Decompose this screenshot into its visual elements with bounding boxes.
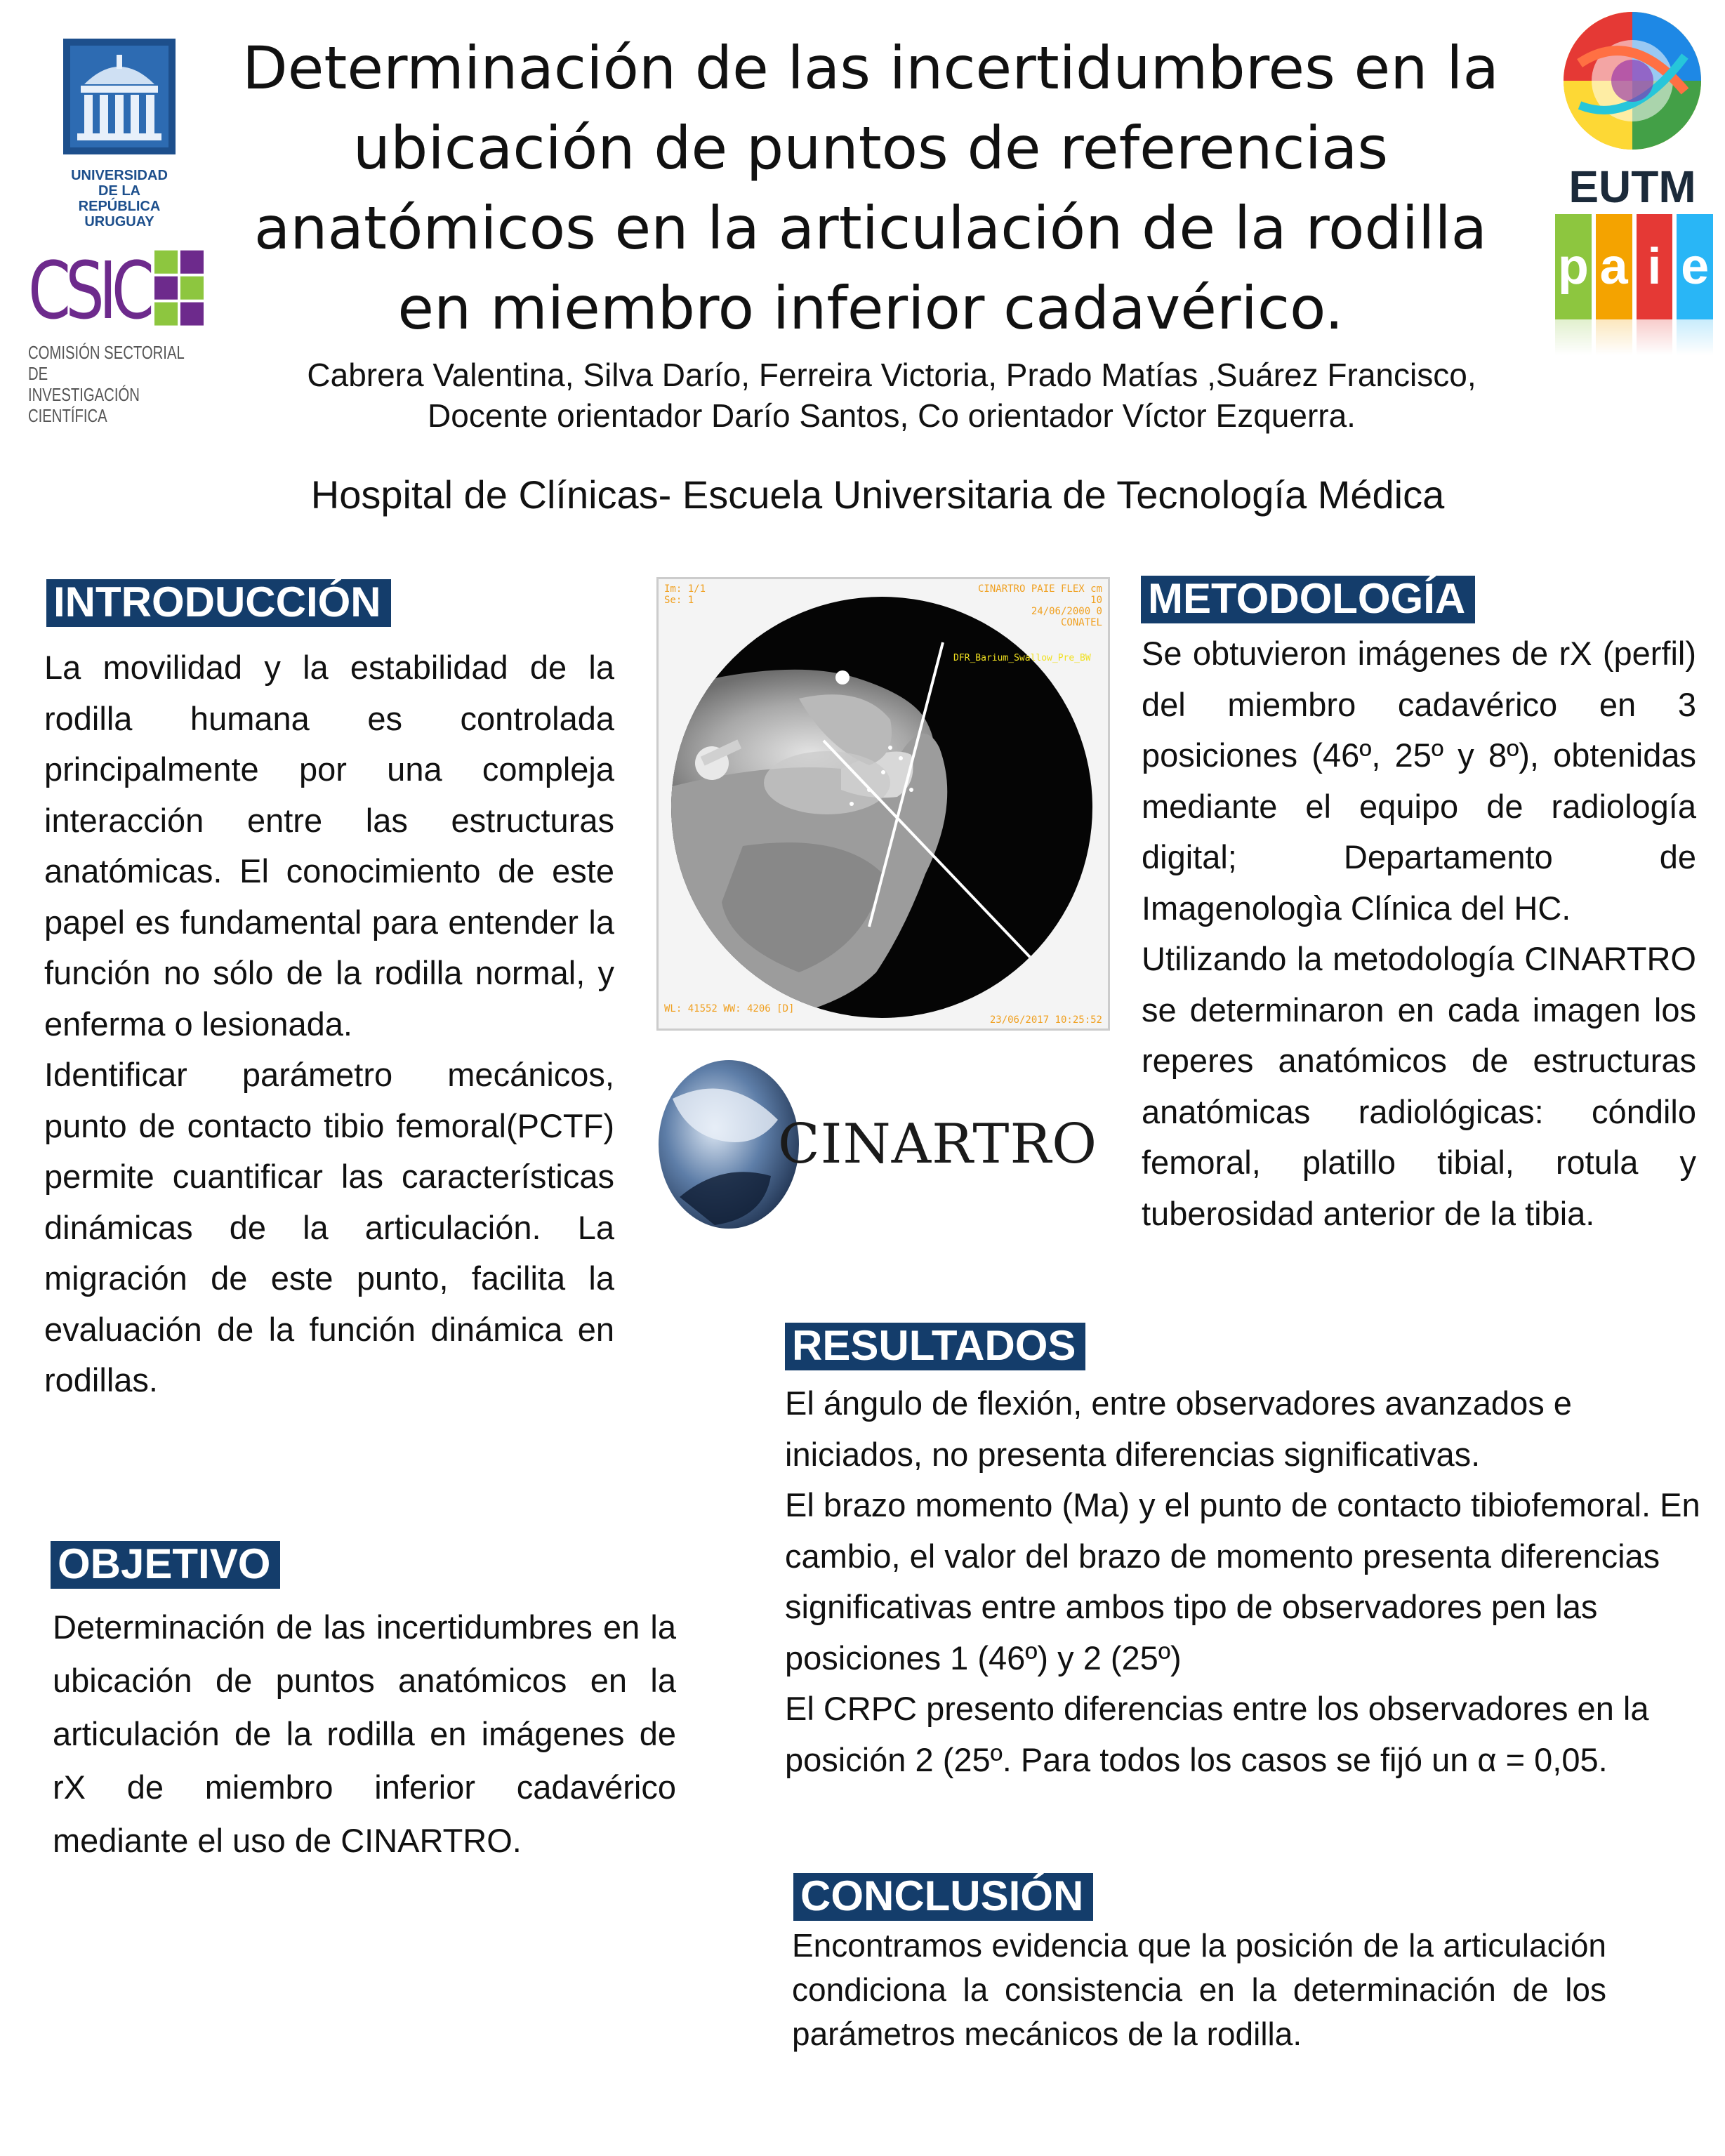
authors-line1: Cabrera Valentina, Silva Darío, Ferreira Victoria, Prado Matías ,Suárez Francisco, — [307, 357, 1476, 393]
poster-title: Determinación de las incertidumbres en la ubicación de puntos de referencias anatómicos en la articulación de la rodilla en miembro inferior cadavérico. — [242, 34, 1499, 343]
xray-top-right-1: CINARTRO PAIE FLEX cm — [977, 583, 1102, 595]
csic-line2: INVESTIGACIÓN CIENTÍFICA — [28, 384, 140, 426]
objetivo-heading: OBJETIVO — [51, 1541, 280, 1589]
udelar-line3: URUGUAY — [84, 214, 154, 230]
xray-top-left-1: Im: 1/1 — [664, 583, 706, 595]
cinartro-name: CINARTRO — [778, 1113, 1098, 1176]
paie-block-e — [1677, 214, 1713, 319]
udelar-logo — [56, 35, 183, 230]
csic-logo — [28, 242, 204, 426]
paie-block-i — [1637, 214, 1673, 319]
authors — [204, 355, 1580, 436]
eutm-globe-icon — [1552, 7, 1713, 154]
paie-letter-e: e — [1681, 239, 1710, 295]
conclusion-heading: CONCLUSIÓN — [793, 1873, 1093, 1921]
paie-reflection — [1555, 319, 1713, 355]
xray-bottom-left: WL: 41552 WW: 4206 [D] — [664, 1003, 795, 1014]
resultados-p3: El CRPC presento diferencias entre los observadores en la posición 2 (25º. Para todos los casos se fijó un α = 0,05. — [785, 1690, 1649, 1778]
metodologia-body — [1142, 628, 1696, 1239]
metodologia-p1: Se obtuvieron imágenes de rX (perfil) del miembro cadavérico en 3 posiciones (46º, 25º y 8º), obtenidas mediante el equipo de radiología digital; Departamento de Imagenologìa Clínica del HC. — [1142, 635, 1696, 927]
udelar-line2: DE LA REPÚBLICA — [78, 183, 161, 214]
introduccion-p1: La movilidad y la estabilidad de la rodilla humana es controlada principalmente por una compleja interacción entre las estructuras anatómicas. El conocimiento de este papel es fundamental para entender la función no sólo de la rodilla normal, y enferma o lesionada. — [44, 649, 614, 1043]
paie-letter-p: p — [1557, 239, 1589, 295]
objetivo-body — [53, 1601, 676, 1867]
resultados-p2: El brazo momento (Ma) y el punto de contacto tibiofemoral. En cambio, el valor del brazo de momento presenta diferencias significativas entre ambos tipo de observadores pen las posiciones 1 (46º) y 2 (25º) — [785, 1486, 1700, 1676]
paie-block-p — [1555, 214, 1592, 319]
xray-top-right-3: 24/06/2000 0 — [1031, 606, 1102, 617]
cinartro-logo — [659, 1057, 1115, 1232]
udelar-building-icon — [56, 35, 183, 161]
introduccion-heading: INTRODUCCIÓN — [46, 579, 391, 627]
resultados-heading: RESULTADOS — [785, 1323, 1085, 1370]
conclusion-p1: Encontramos evidencia que la posición de la articulación condiciona la consistencia en la determinación de los parámetros mecánicos de la rodilla. — [792, 1927, 1606, 2052]
paie-logo — [1555, 214, 1713, 362]
resultados-p1: El ángulo de flexión, entre observadores avanzados e iniciados, no presenta diferencias significativas. — [785, 1384, 1572, 1473]
paie-block-a — [1596, 214, 1632, 319]
knee-xray-image — [659, 579, 1108, 1029]
introduccion-p2: Identificar parámetro mecánicos, punto de contacto tibio femoral(PCTF) permite cuantificar las características dinámicas de la articulación. La migración de este punto, facilita la evaluación de la función dinámica en rodillas. — [44, 1056, 614, 1398]
xray-top-right-2: 10 — [1090, 595, 1102, 606]
objetivo-p1: Determinación de las incertidumbres en la ubicación de puntos anatómicos en la articulación de la rodilla en imágenes de rX de miembro inferior cadavérico mediante el uso de CINARTRO. — [53, 1608, 676, 1859]
authors-line2: Docente orientador Darío Santos, Co orientador Víctor Ezquerra. — [428, 397, 1356, 434]
eutm-logo — [1552, 7, 1713, 211]
eutm-name: EUTM — [1568, 161, 1696, 212]
introduccion-body — [44, 642, 614, 1406]
udelar-line1: UNIVERSIDAD — [71, 168, 168, 183]
csic-puzzle-icon — [154, 242, 204, 340]
csic-name: CSIC — [28, 246, 150, 337]
paie-letter-a: a — [1599, 239, 1628, 295]
xray-top-left-2: Se: 1 — [664, 595, 694, 606]
xray-bottom-right: 23/06/2017 10:25:52 — [989, 1014, 1102, 1026]
metodologia-heading: METODOLOGÍA — [1141, 576, 1475, 623]
resultados-body — [785, 1378, 1712, 1785]
metodologia-p2: Utilizando la metodología CINARTRO se determinaron en cada imagen los reperes anatómicos de estructuras anatómicas radiológicas: cóndilo femoral, platillo tibial, rotula y tuberosidad anterior de la tibia. — [1142, 940, 1696, 1232]
paie-letter-i: i — [1647, 239, 1662, 295]
csic-line1: COMISIÓN SECTORIAL DE — [28, 342, 184, 384]
xray-series: DFR_Barium_Swallow_Pre_BW — [953, 653, 1091, 663]
xray-top-right-4: CONATEL — [1060, 617, 1102, 628]
knee-xray-graphic — [659, 579, 1108, 1029]
institution: Hospital de Clínicas- Escuela Universitaria de Tecnología Médica — [310, 472, 1445, 517]
conclusion-body — [792, 1924, 1606, 2056]
